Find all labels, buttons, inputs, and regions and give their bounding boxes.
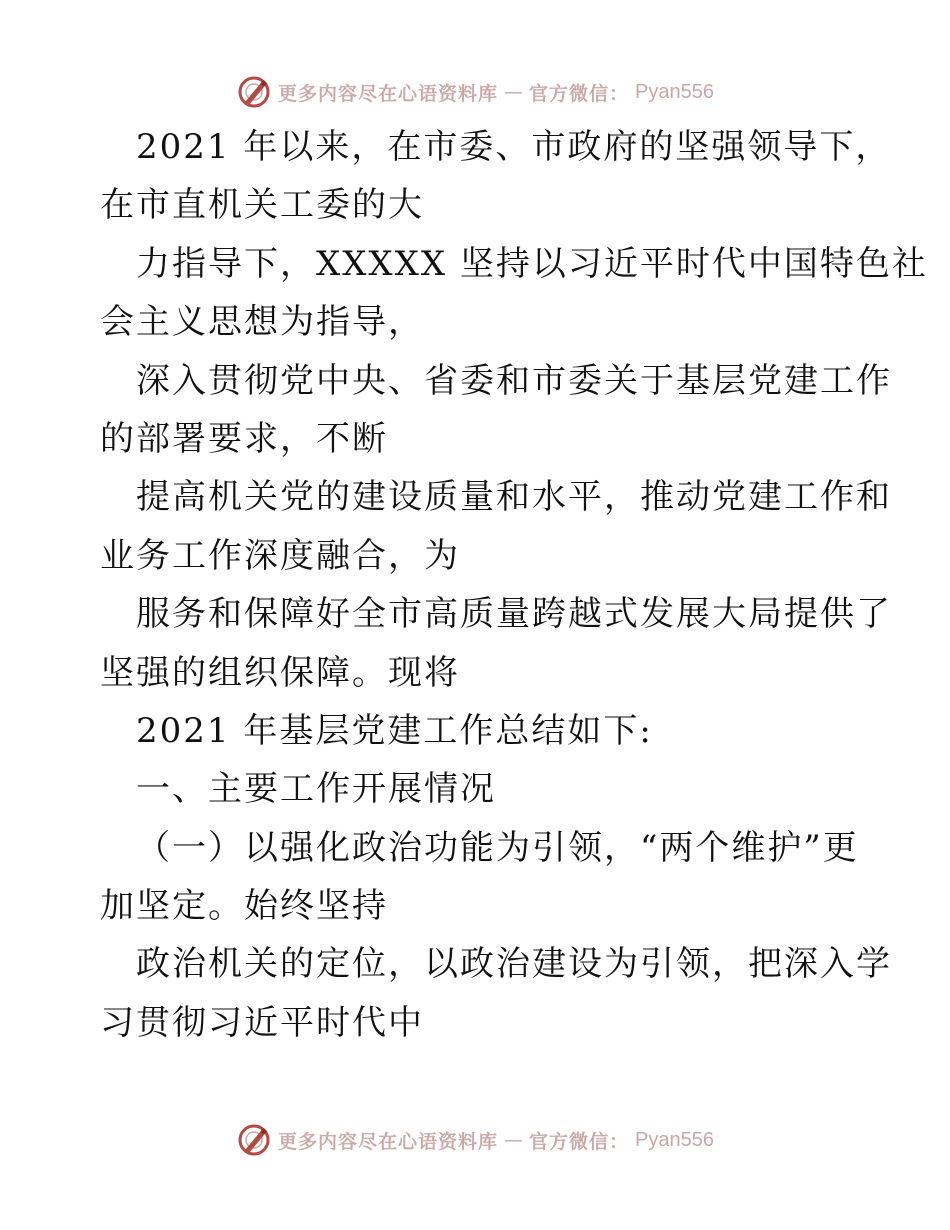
body-line: 的部署要求，不断 — [100, 418, 388, 459]
body-line: 力指导下，XXXXX 坚持以习近平时代中国特色社 — [136, 243, 928, 284]
pen-logo-icon — [236, 74, 272, 110]
banner-text: 更多内容尽在心语资料库 — [278, 82, 499, 105]
body-line: 服务和保障好全市高质量跨越式发展大局提供了 — [136, 594, 892, 635]
header-banner — [0, 70, 950, 114]
banner-separator: — — [504, 81, 524, 103]
banner-channel: 官方微信： — [529, 1130, 630, 1153]
body-line: 加坚定。始终坚持 — [100, 886, 388, 927]
footer-banner — [0, 1118, 950, 1162]
banner-separator: — — [504, 1129, 524, 1151]
body-line: 业务工作深度融合，为 — [100, 535, 460, 576]
body-line: 坚强的组织保障。现将 — [100, 652, 460, 693]
body-line: 在市直机关工委的大 — [100, 185, 424, 226]
body-line: 深入贯彻党中央、省委和市委关于基层党建工作 — [136, 360, 892, 401]
pen-logo-icon — [236, 1122, 272, 1158]
banner-text: 更多内容尽在心语资料库 — [278, 1130, 499, 1153]
section-heading: 一、主要工作开展情况 — [136, 769, 496, 810]
body-line: 提高机关党的建设质量和水平，推动党建工作和 — [136, 477, 892, 518]
body-line: 会主义思想为指导， — [100, 302, 424, 343]
body-line: 2021 年以来，在市委、市政府的坚强领导下， — [136, 127, 892, 167]
body-line: 2021 年基层党建工作总结如下: — [136, 710, 653, 751]
document-body — [100, 118, 928, 1052]
body-line: 政治机关的定位，以政治建设为引领，把深入学 — [136, 944, 892, 985]
banner-handle: Pyan556 — [635, 1128, 714, 1151]
subsection-heading: （一）以强化政治功能为引领，“两个维护”更 — [136, 827, 859, 868]
banner-handle: Pyan556 — [635, 80, 714, 103]
banner-channel: 官方微信： — [529, 82, 630, 105]
body-line: 习贯彻习近平时代中 — [100, 1002, 424, 1043]
